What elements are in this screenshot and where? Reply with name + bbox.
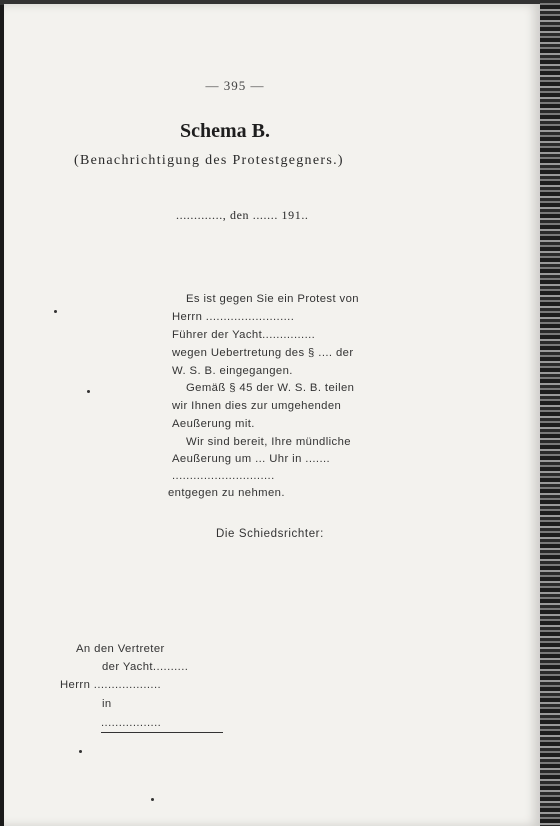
body-line-10: Aeußerung um ... Uhr in ....... [172,453,331,465]
signature-line: Die Schiedsrichter: [216,528,324,540]
paper-speck [151,798,154,801]
page-number: — 395 — [205,78,265,93]
address-line-1: An den Vertreter [76,643,165,655]
page-title: Schema B. [180,120,270,142]
address-line-2: der Yacht.......... [102,661,189,673]
address-line-4: in [102,698,112,710]
address-underline [101,732,223,733]
book-edge-ornament [540,0,560,826]
body-line-4: wegen Uebertretung des § .... der [172,347,354,359]
body-line-7: wir Ihnen dies zur umgehenden [172,400,342,412]
page-subtitle: (Benachrichtigung des Protestgegners.) [74,153,344,168]
body-line-12: entgegen zu nehmen. [168,487,285,499]
body-line-1: Es ist gegen Sie ein Protest von [186,293,359,305]
address-line-5: ................. [101,717,162,729]
body-line-9: Wir sind bereit, Ihre mündliche [186,436,351,448]
body-line-2: Herrn ......................... [172,311,295,323]
body-line-6: Gemäß § 45 der W. S. B. teilen [186,382,355,394]
paper-speck [87,390,90,393]
body-line-5: W. S. B. eingegangen. [172,365,293,377]
body-line-3: Führer der Yacht............... [172,329,316,341]
body-line-8: Aeußerung mit. [172,418,255,430]
document-page [4,4,540,826]
body-line-11: ............................. [172,470,275,482]
paper-speck [54,310,57,313]
address-line-3: Herrn ................... [60,679,162,691]
date-line: ............., den ....... 191.. [176,208,309,222]
paper-speck [79,750,82,753]
